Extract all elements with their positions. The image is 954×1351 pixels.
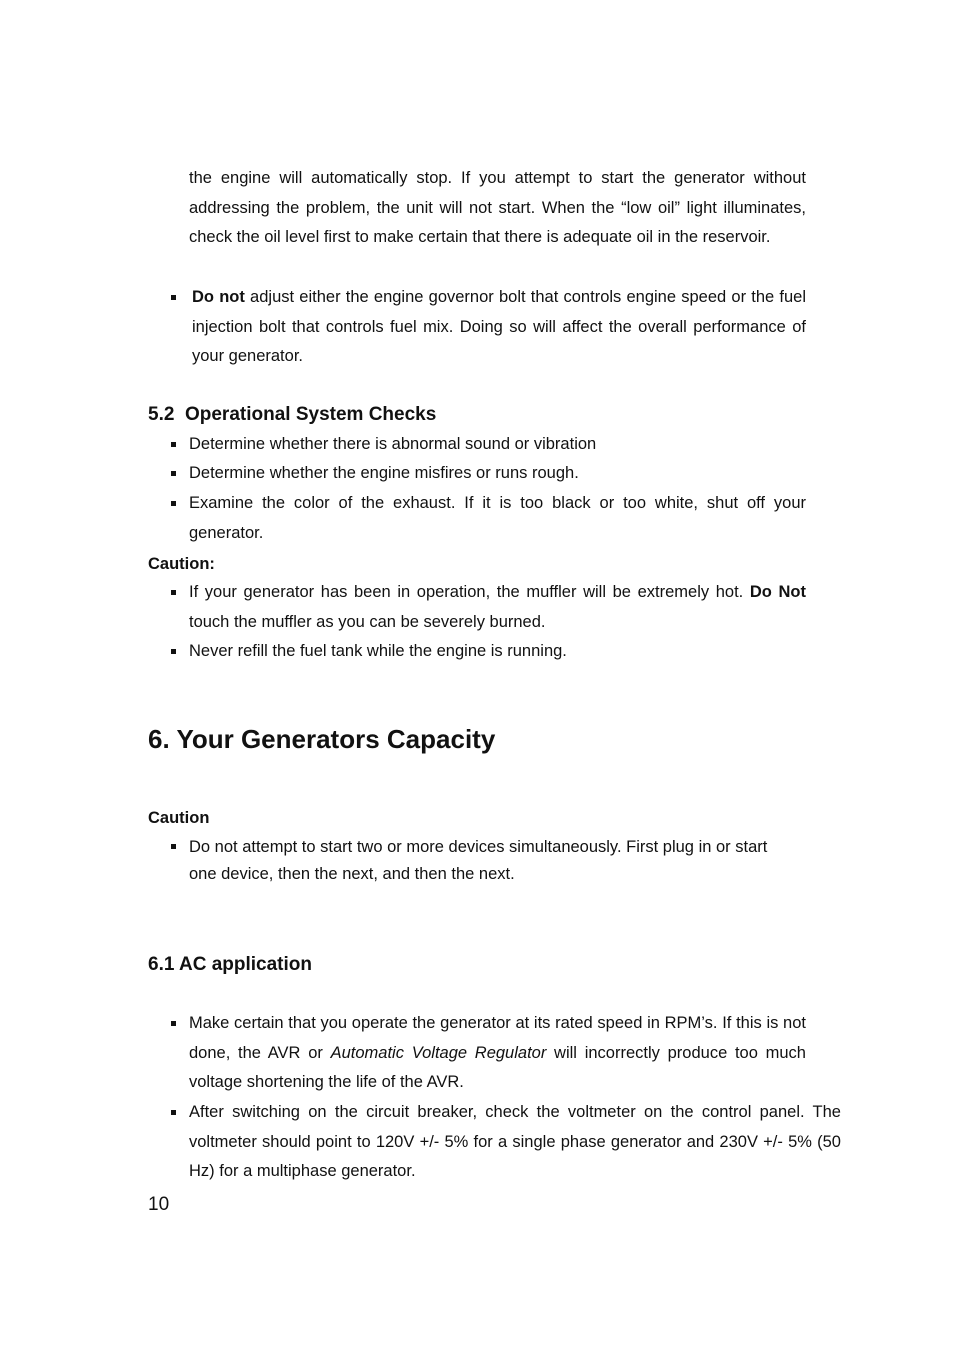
bullet-marker <box>171 590 176 595</box>
list-item: Examine the color of the exhaust. If it is too black or too white, shut off your generator. <box>189 494 806 542</box>
section-5-2-heading: 5.2 Operational System Checks <box>148 404 437 425</box>
list-item: Never refill the fuel tank while the engine is running. <box>189 642 567 660</box>
page-number: 10 <box>148 1194 170 1215</box>
section-6-1-heading: 6.1 AC application <box>148 954 312 975</box>
bullet-marker <box>171 649 176 654</box>
governor-text: adjust either the engine governor bolt that controls engine speed or the fuel injection bolt that controls fuel mix. Doing so will affect the overall performance of your generator. <box>192 288 807 366</box>
item-text: will incorrectly produce too much voltage shortening the life of the AVR. <box>189 1043 806 1092</box>
list-item: Do not attempt to start two or more devices simultaneously. First plug in or start one device, then the next, and then the next. <box>189 838 768 883</box>
list-item: After switching on the circuit breaker, check the voltmeter on the control panel. The voltmeter should point to 120V +/- 5% for a single phase generator and 230V +/- 5% (50 Hz) for a multiphase generator. <box>189 1103 841 1181</box>
list-item <box>189 578 806 637</box>
item-italic: Automatic Voltage Regulator <box>330 1043 547 1062</box>
bullet-marker <box>171 501 176 506</box>
intro-paragraph: the engine will automatically stop. If you attempt to start the generator without addressing the problem, the unit will not start. When the “low oil” light illuminates, check the oil level first to make certain that there is adequate oil in the reservoir. <box>189 169 806 247</box>
bullet-marker <box>171 1110 176 1115</box>
bullet-marker <box>171 1021 176 1026</box>
bullet-marker <box>171 442 176 447</box>
bullet-marker <box>171 844 176 849</box>
caution-text: If your generator has been in operation, the muffler will be extremely hot. <box>189 583 750 601</box>
caution-text: touch the muffler as you can be severely burned. <box>189 612 546 631</box>
list-item: Determine whether there is abnormal sound or vibration <box>189 435 597 453</box>
item-text: Make certain that you operate the generator at its rated speed in RPM’s. If this is not done, the AVR or <box>189 1014 806 1062</box>
governor-warning <box>192 283 806 372</box>
list-item: Determine whether the engine misfires or runs rough. <box>189 464 579 482</box>
caution-label: Caution: <box>148 555 215 573</box>
caution-label: Caution <box>148 809 210 827</box>
governor-bold: Do not <box>192 288 245 306</box>
bullet-marker <box>171 471 176 476</box>
section-6-heading: 6. Your Generators Capacity <box>148 724 496 754</box>
bullet-marker <box>171 295 176 300</box>
list-item <box>189 1009 806 1098</box>
caution-bold: Do Not <box>749 583 806 601</box>
